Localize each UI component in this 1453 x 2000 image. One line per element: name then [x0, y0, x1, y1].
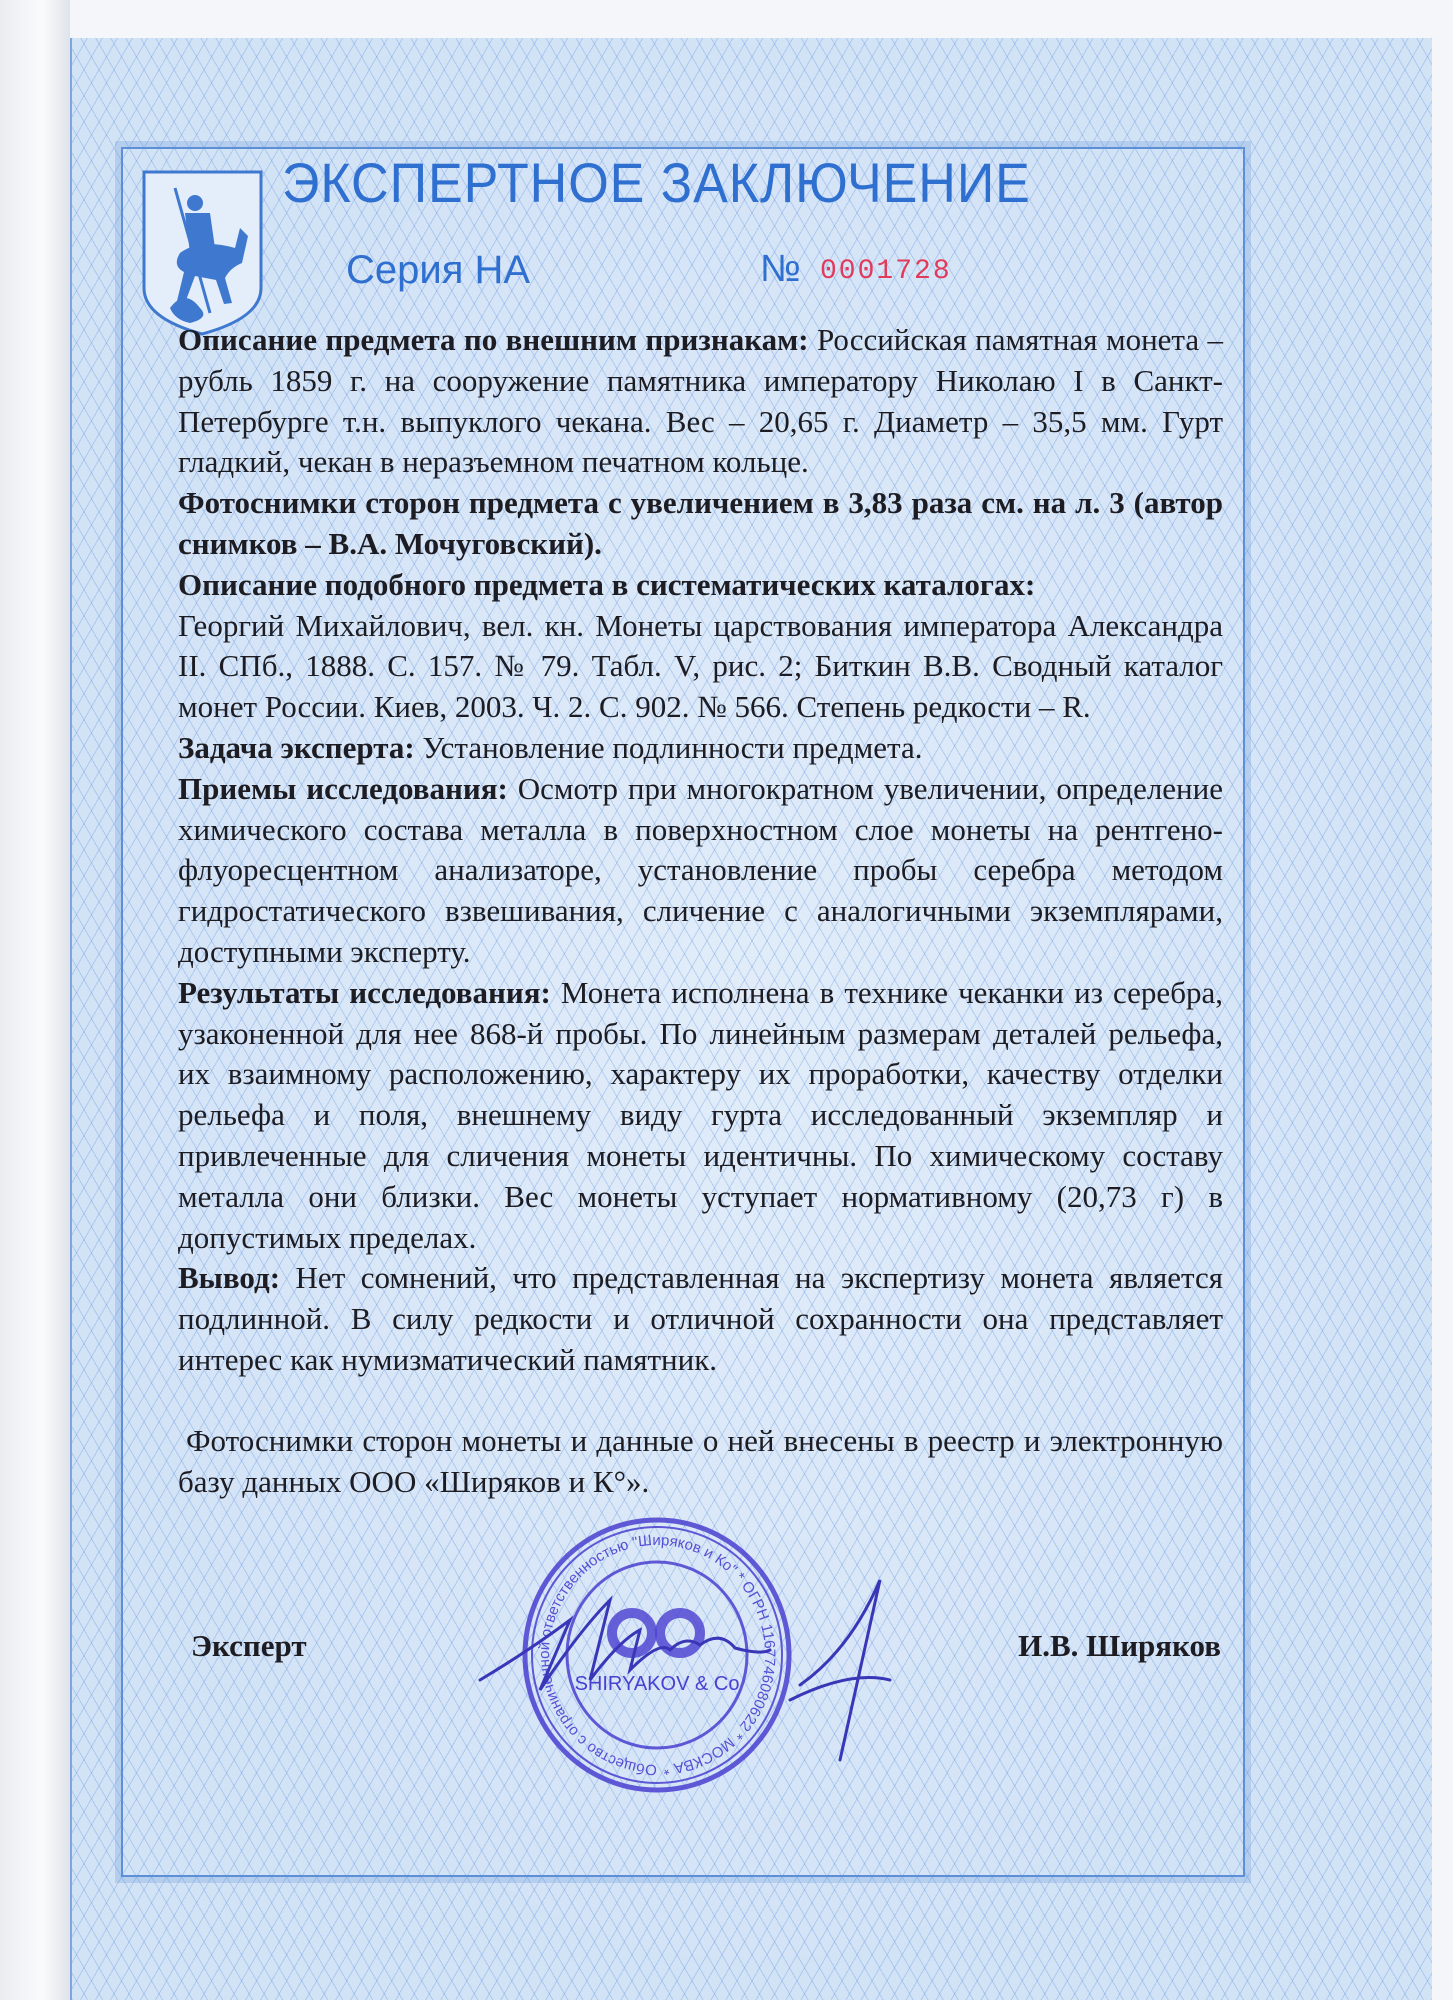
section-label: Описание предмета по внешним признакам:	[178, 322, 809, 357]
section-label: Приемы исследования:	[178, 770, 508, 806]
section-label: Описание подобного предмета в систематических каталогах:	[178, 566, 1036, 602]
series-label: Серия НА	[346, 248, 531, 292]
section-label: Фотоснимки сторон предмета с увеличением в 3,83 раза см. на л. 3 (автор снимков – В.А. Мочуговский).	[178, 485, 1223, 561]
handwritten-signature	[470, 1560, 900, 1770]
section-catalogs	[178, 606, 1223, 728]
section-text: Российская памятная монета – рубль 1859 г. на сооружение памятника императору Николаю I в Санкт-Петербурге т.н. выпуклого чекана. Вес – 20,65 г. Диаметр – 35,5 мм. Гурт гладкий, чекан в неразъемном печатном кольце.	[178, 322, 1224, 480]
expert-label: Эксперт	[191, 1628, 307, 1663]
section-label: Задача эксперта:	[178, 729, 415, 765]
section-label: Результаты исследования:	[178, 974, 551, 1010]
section-catalogs-heading	[178, 565, 1223, 606]
section-label: Вывод:	[178, 1260, 281, 1296]
section-task	[178, 728, 1223, 769]
certificate-number: 0001728	[820, 256, 952, 287]
stamp-ring-text: Общество с ограниченной ответственностью "Ширяков и Ко" * ОГРН 1167746080622 * МОСКВА *	[536, 1531, 779, 1779]
stamp-center-text: SHIRYAKOV & Co	[574, 1673, 740, 1695]
section-text: Осмотр при многократном увеличении, определение химического состава металла в поверхностном слое монеты на рентгено-флуоресцентном анализаторе, установление пробы серебра методом гидростатического взвешивания, сличение с аналогичными экземплярами, доступными эксперту.	[178, 770, 1223, 969]
section-photos	[178, 483, 1223, 565]
section-conclusion	[178, 1258, 1223, 1380]
binding-strip	[0, 0, 70, 2000]
registry-note: Фотоснимки сторон монеты и данные о ней внесены в реестр и электронную базу данных ООО «Ширяков и К°».	[178, 1422, 1223, 1499]
section-results	[178, 973, 1223, 1259]
section-text: Установление подлинности предмета.	[414, 729, 923, 765]
section-text: Георгий Михайлович, вел. кн. Монеты царствования императора Александра II. СПб., 1888. С. 157. № 79. Табл. V, рис. 2; Биткин В.В. Сводный каталог монет России. Киев, 2003. Ч. 2. С. 902. № 566. Степень редкости – R.	[178, 607, 1223, 725]
certificate-body	[178, 320, 1223, 1502]
section-methods	[178, 769, 1223, 973]
section-text: Нет сомнений, что представленная на экспертизу монета является подлинной. В силу редкости и отличной сохранности она представляет интерес как нумизматический памятник.	[178, 1260, 1223, 1377]
document-title: ЭКСПЕРТНОЕ ЗАКЛЮЧЕНИЕ	[282, 151, 1031, 214]
expert-name: И.В. Ширяков	[1018, 1628, 1221, 1663]
section-description	[178, 320, 1223, 483]
number-sign: №	[760, 248, 801, 290]
moscow-coat-of-arms-icon	[140, 168, 265, 338]
section-text: Монета исполнена в технике чеканки из серебра, узаконенной для нее 868-й пробы. По линейным размерам деталей рельефа, их взаимному расположению, характеру их проработки, качеству отделки рельефа и поля, внешнему виду гурта исследованный экземпляр и привлеченные для сличения монеты идентичны. По химическому составу металла они близки. Вес монеты уступает нормативному (20,73 г) в допустимых пределах.	[178, 974, 1223, 1255]
